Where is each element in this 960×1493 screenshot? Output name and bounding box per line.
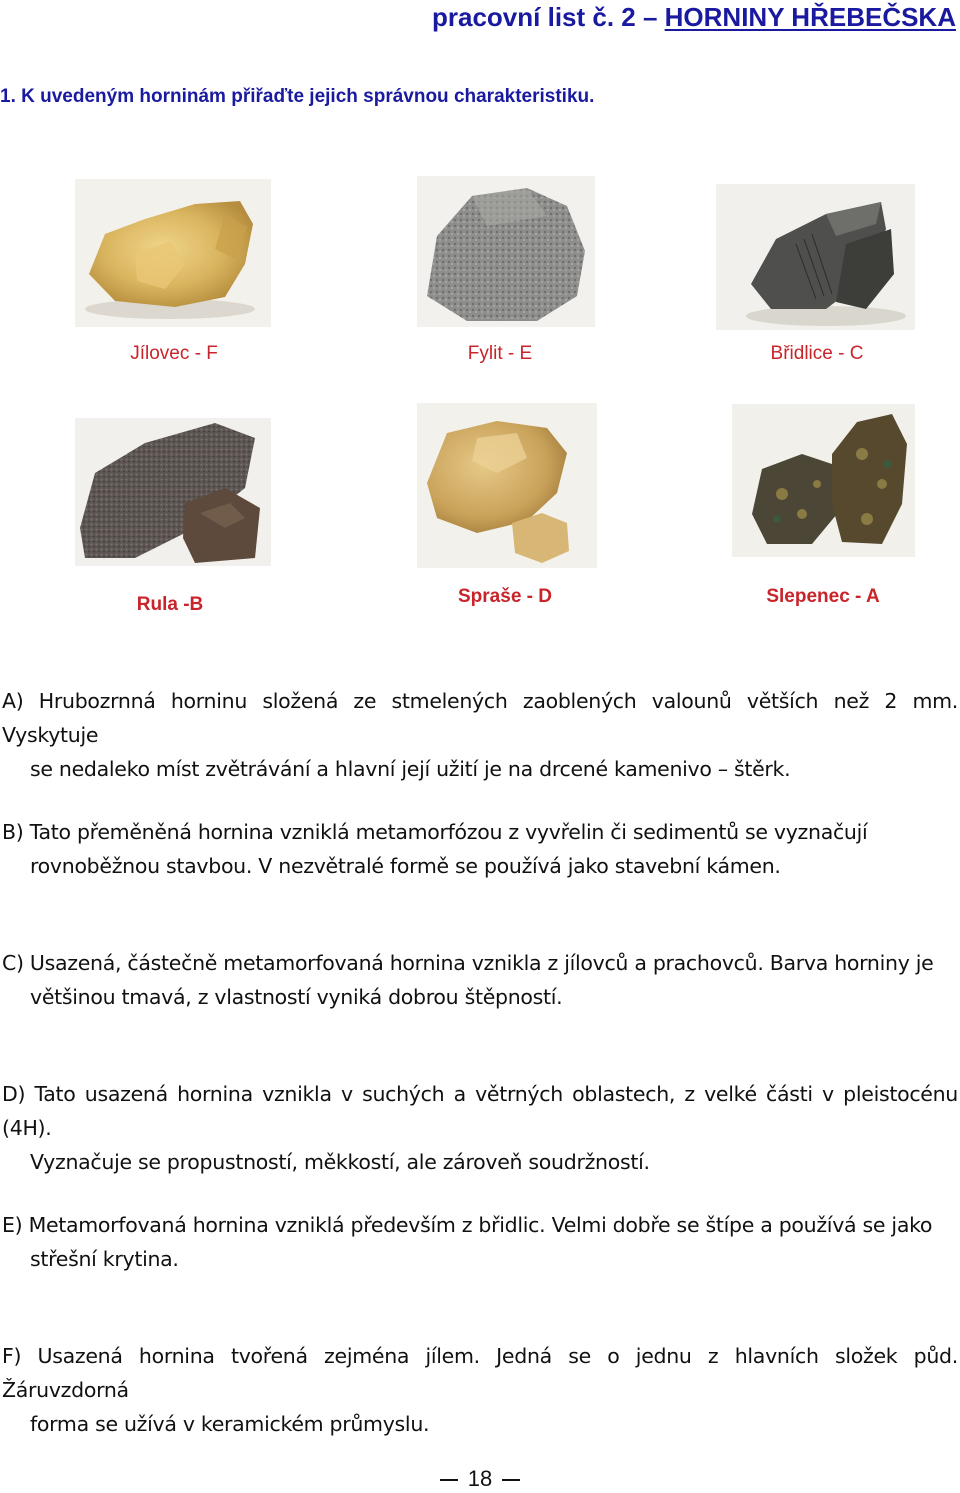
description-c [2, 946, 958, 1014]
phyllite-photo [417, 176, 595, 327]
claystone-photo [75, 179, 271, 327]
description-e-line2: střešní krytina. [30, 1247, 179, 1271]
loess-photo [417, 403, 597, 568]
description-f-line2: forma se užívá v keramickém průmyslu. [30, 1412, 430, 1436]
description-a-line1: A) Hrubozrnná horninu složená ze stmelených zaoblených valounů větších než 2 mm. Vyskytuje [2, 689, 958, 747]
page-number-value: 18 [467, 1466, 493, 1491]
description-d [2, 1077, 958, 1179]
description-c-line2: většinou tmavá, z vlastností vyniká dobrou štěpností. [30, 985, 563, 1009]
description-f-line1: F) Usazená hornina tvořená zejména jílem. Jedná se o jednu z hlavních složek půd. Žáruvzdorná [2, 1344, 958, 1402]
rock-caption-phyllite: Fylit - E [467, 343, 533, 364]
description-b-line2: rovnoběžnou stavbou. V nezvětralé formě se používá jako stavební kámen. [30, 854, 781, 878]
description-b-line1: B) Tato přeměněná hornina vzniklá metamorfózou z vyvřelin či sedimentů se vyznačují [2, 820, 868, 844]
description-c-line1: C) Usazená, částečně metamorfovaná hornina vznikla z jílovců a prachovců. Barva horniny je [2, 951, 934, 975]
worksheet-title: HORNINY HŘEBEČSKA [664, 2, 956, 32]
rock-caption-conglomerate: Slepenec - A [766, 586, 880, 607]
description-f [2, 1339, 958, 1441]
gneiss-photo [75, 418, 271, 566]
description-d-line1: D) Tato usazená hornina vznikla v suchých a větrných oblastech, z velké části v pleistocénu (4H). [2, 1082, 958, 1140]
page-number-dash-right [502, 1479, 520, 1481]
shale-photo [716, 184, 915, 330]
rock-caption-claystone: Jílovec - F [130, 343, 218, 364]
description-e [2, 1208, 958, 1276]
task-instruction: 1. K uvedeným horninám přiřaďte jejich správnou charakteristiku. [0, 86, 595, 107]
rock-caption-loess: Spraše - D [458, 586, 552, 607]
description-e-line1: E) Metamorfovaná hornina vzniklá především z břidlic. Velmi dobře se štípe a používá se jako [2, 1213, 933, 1237]
page-number [0, 1466, 960, 1492]
description-a [2, 684, 958, 786]
description-d-line2: Vyznačuje se propustností, měkkostí, ale zároveň soudržností. [30, 1150, 650, 1174]
worksheet-header [432, 2, 956, 33]
worksheet-prefix: pracovní list č. 2 – [432, 2, 665, 32]
description-a-line2: se nedaleko míst zvětrávání a hlavní její užití je na drcené kamenivo – štěrk. [30, 757, 791, 781]
page-number-dash-left [440, 1479, 458, 1481]
rock-caption-gneiss: Rula -B [136, 594, 204, 615]
conglomerate-photo [732, 404, 915, 557]
description-b [2, 815, 958, 883]
rock-caption-shale: Břidlice - C [770, 343, 864, 364]
